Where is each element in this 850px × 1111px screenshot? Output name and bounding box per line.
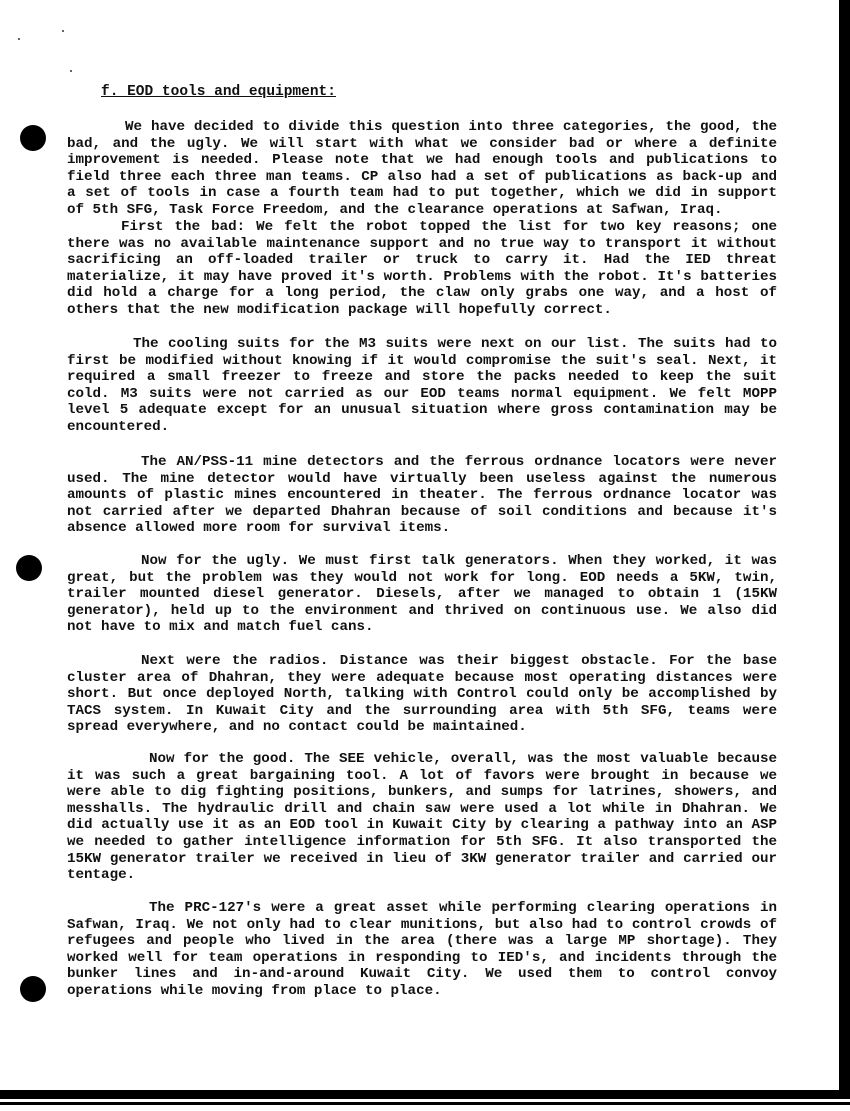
scan-border-right [839, 0, 850, 1098]
scan-speck [70, 70, 72, 72]
punch-hole-top [20, 125, 46, 151]
paragraph-text: Now for the good. The SEE vehicle, overall, was the most valuable because it was such a great bargaining tool. A lot of favors were brought in because we were able to dig fighting positions, bunkers, and sumps for latrines, showers, and messhalls. The hydraulic drill and chain saw were used a lot while in Dhahran. We did actually use it as an EOD tool in Kuwait City by clearing a pathway into an ASP we needed to gather intelligence information for 5th SFG. It also transported the 15KW generator trailer we received in lieu of 3KW generator trailer and carried our tentage. [67, 751, 777, 884]
paragraph-text: Now for the ugly. We must first talk generators. When they worked, it was great, but the problem was they would not work for long. EOD needs a 5KW, twin, trailer mounted diesel generator. Diesels, after we managed to obtain 1 (15KW generator), held up to the environment and thrived on continuous use. We also did not have to mix and match fuel cans. [67, 553, 777, 636]
paragraph-text: The AN/PSS-11 mine detectors and the ferrous ordnance locators were never used. The mine detector would have virtually been useless against the numerous amounts of plastic mines encountered in theater. The ferrous ordnance locator was not carried after we departed Dhahran because of soil conditions and because it's absence allowed more room for survival items. [67, 454, 777, 537]
paragraph-1 [67, 119, 777, 219]
paragraph-6 [67, 653, 777, 736]
paragraph-text: Next were the radios. Distance was their biggest obstacle. For the base cluster area of Dhahran, they were adequate because most operating distances were short. But once deployed North, talking with Control could only be accomplished by TACS system. In Kuwait City and the surrounding area with 5th SFG, teams were spread everywhere, and no contact could be maintained. [67, 653, 777, 736]
paragraph-2 [67, 219, 777, 319]
paragraph-3 [67, 336, 777, 436]
scan-border-bottom [0, 1090, 850, 1099]
scan-speck [62, 30, 64, 32]
paragraph-8 [67, 900, 777, 1000]
scan-speck [18, 38, 20, 40]
paragraph-text: The PRC-127's were a great asset while performing clearing operations in Safwan, Iraq. We not only had to clear munitions, but also had to control crowds of refugees and people who lived in the area (there was a large MP shortage). They worked well for team operations in responding to IED's, and incidents through the bunker lines and in-and-around Kuwait City. We used them to control convoy operations while moving from place to place. [67, 900, 777, 999]
punch-hole-middle [16, 555, 42, 581]
section-heading: f. EOD tools and equipment: [101, 84, 336, 100]
paragraph-5 [67, 553, 777, 636]
paragraph-7 [67, 751, 777, 884]
paragraph-text: The cooling suits for the M3 suits were next on our list. The suits had to first be modified without knowing if it would compromise the suit's seal. Next, it required a small freezer to freeze and store the packs needed to keep the suit cold. M3 suits were not carried as our EOD teams normal equipment. We felt MOPP level 5 adequate except for an unusual situation where gross contamination may be encountered. [67, 336, 777, 435]
paragraph-4 [67, 454, 777, 537]
paragraph-text: First the bad: We felt the robot topped the list for two key reasons; one there was no available maintenance support and no true way to transport it without sacrificing an off-loaded trailer or truck to carry it. Had the IED threat materialize, it may have proved it's worth. Problems with the robot. It's batteries did hold a charge for a long period, the claw only grabs one way, and a host of others that the new modification package will hopefully correct. [67, 219, 777, 318]
paragraph-text: We have decided to divide this question into three categories, the good, the bad, and the ugly. We will start with what we consider bad or where a definite improvement is needed. Please note that we had enough tools and publications to field three each three man teams. CP also had a set of publications as back-up and a set of tools in case a fourth team had to put together, which we did in support of 5th SFG, Task Force Freedom, and the clearance operations at Safwan, Iraq. [67, 119, 777, 218]
scan-border-bottom-thin [0, 1102, 850, 1105]
punch-hole-bottom [20, 976, 46, 1002]
